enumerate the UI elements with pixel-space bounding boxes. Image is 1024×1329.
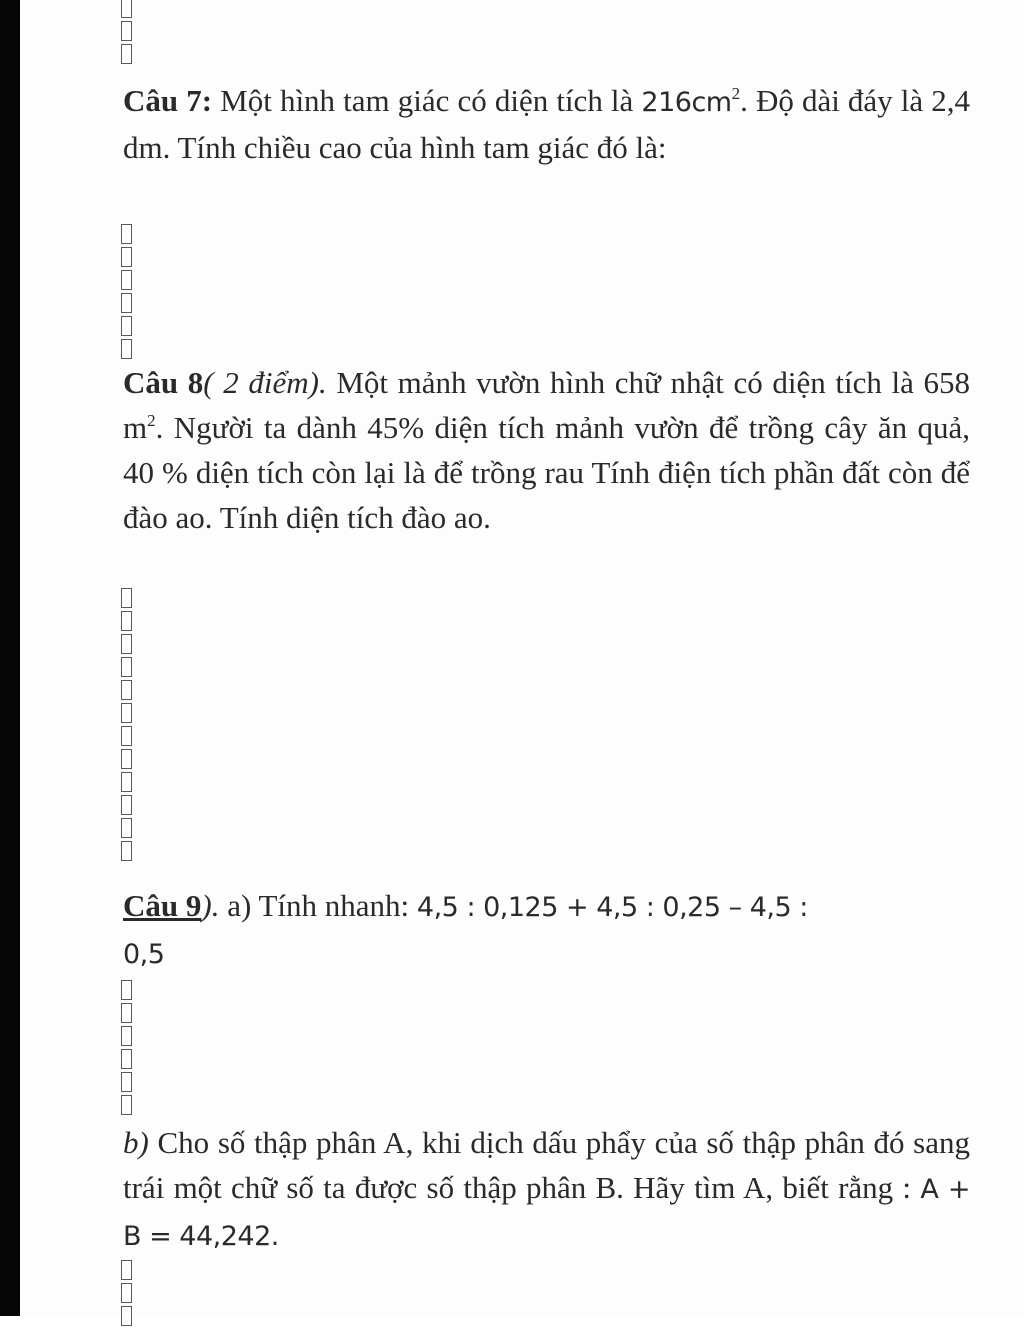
answer-line-box xyxy=(121,1026,132,1046)
answer-line-box xyxy=(121,0,132,18)
answer-line-box xyxy=(121,634,132,654)
answer-line-box xyxy=(121,680,132,700)
answer-lines-q9a xyxy=(121,980,132,1118)
question-9a-expression: 4,5 : 0,125 + 4,5 : 0,25 – 4,5 : xyxy=(416,892,808,923)
question-9a-intro: a) Tính nhanh: xyxy=(219,888,417,923)
question-7-text-part2: . Độ dài đáy là 2,4 dm. Tính chiều cao của hình tam giác đó là: xyxy=(123,83,971,165)
question-8-area-exponent: 2 xyxy=(147,411,156,430)
answer-line-box xyxy=(121,1095,132,1115)
answer-line-box xyxy=(121,703,132,723)
question-9-label: Câu 9 xyxy=(123,888,202,923)
question-8-label: Câu 8 xyxy=(123,365,204,400)
answer-line-box xyxy=(121,1260,132,1280)
answer-lines-q7 xyxy=(121,224,132,362)
answer-line-box xyxy=(121,795,132,815)
left-black-border xyxy=(0,0,20,1316)
answer-line-box xyxy=(121,749,132,769)
answer-line-box xyxy=(121,1072,132,1092)
answer-line-box xyxy=(121,980,132,1000)
answer-line-box xyxy=(121,44,132,64)
answer-lines-q9b xyxy=(121,1260,132,1329)
question-9b-text: Cho số thập phân A, khi dịch dấu phẩy của số thập phân đó sang trái một chữ số ta được số thập phân B. Hãy tìm A, biết rằng : xyxy=(123,1125,970,1205)
question-9b-label: b) xyxy=(123,1125,149,1160)
answer-line-box xyxy=(121,293,132,313)
answer-line-box xyxy=(121,818,132,838)
document-page xyxy=(20,0,1024,1316)
question-8-points: ( 2 điểm). xyxy=(203,365,327,400)
answer-line-box xyxy=(121,270,132,290)
answer-line-box xyxy=(121,21,132,41)
answer-line-box xyxy=(121,657,132,677)
question-9b-expression: A + B = 44,242. xyxy=(123,1174,970,1252)
question-7-area-exponent: 2 xyxy=(731,84,741,103)
question-8-text-part1: Một mảnh vườn hình chữ nhật có diện tích là 658 m xyxy=(123,365,970,445)
question-7 xyxy=(123,78,970,170)
answer-lines-top xyxy=(121,0,132,67)
question-9a xyxy=(123,883,970,977)
question-8 xyxy=(123,360,970,540)
answer-line-box xyxy=(121,588,132,608)
question-7-label: Câu 7: xyxy=(123,83,213,118)
question-7-area-value: 216cm xyxy=(641,87,732,118)
answer-line-box xyxy=(121,611,132,631)
answer-line-box xyxy=(121,247,132,267)
answer-line-box xyxy=(121,224,132,244)
answer-line-box xyxy=(121,1283,132,1303)
question-9a-expression-tail: 0,5 xyxy=(123,939,165,970)
answer-line-box xyxy=(121,726,132,746)
answer-line-box xyxy=(121,1003,132,1023)
answer-line-box xyxy=(121,316,132,336)
answer-line-box xyxy=(121,1306,132,1326)
question-7-text-part1: Một hình tam giác có diện tích là xyxy=(212,83,642,118)
answer-line-box xyxy=(121,1049,132,1069)
question-8-text-part2: . Người ta dành 45% diện tích mảnh vườn để trồng cây ăn quả, 40 % diện tích còn lại là để trồng rau Tính điện tích phần đất còn để đào ao. Tính diện tích đào ao. xyxy=(123,410,970,535)
question-9b xyxy=(123,1120,970,1259)
answer-lines-q8 xyxy=(121,588,132,864)
question-9-label-suffix: ). xyxy=(201,888,220,923)
answer-line-box xyxy=(121,772,132,792)
answer-line-box xyxy=(121,339,132,359)
answer-line-box xyxy=(121,841,132,861)
